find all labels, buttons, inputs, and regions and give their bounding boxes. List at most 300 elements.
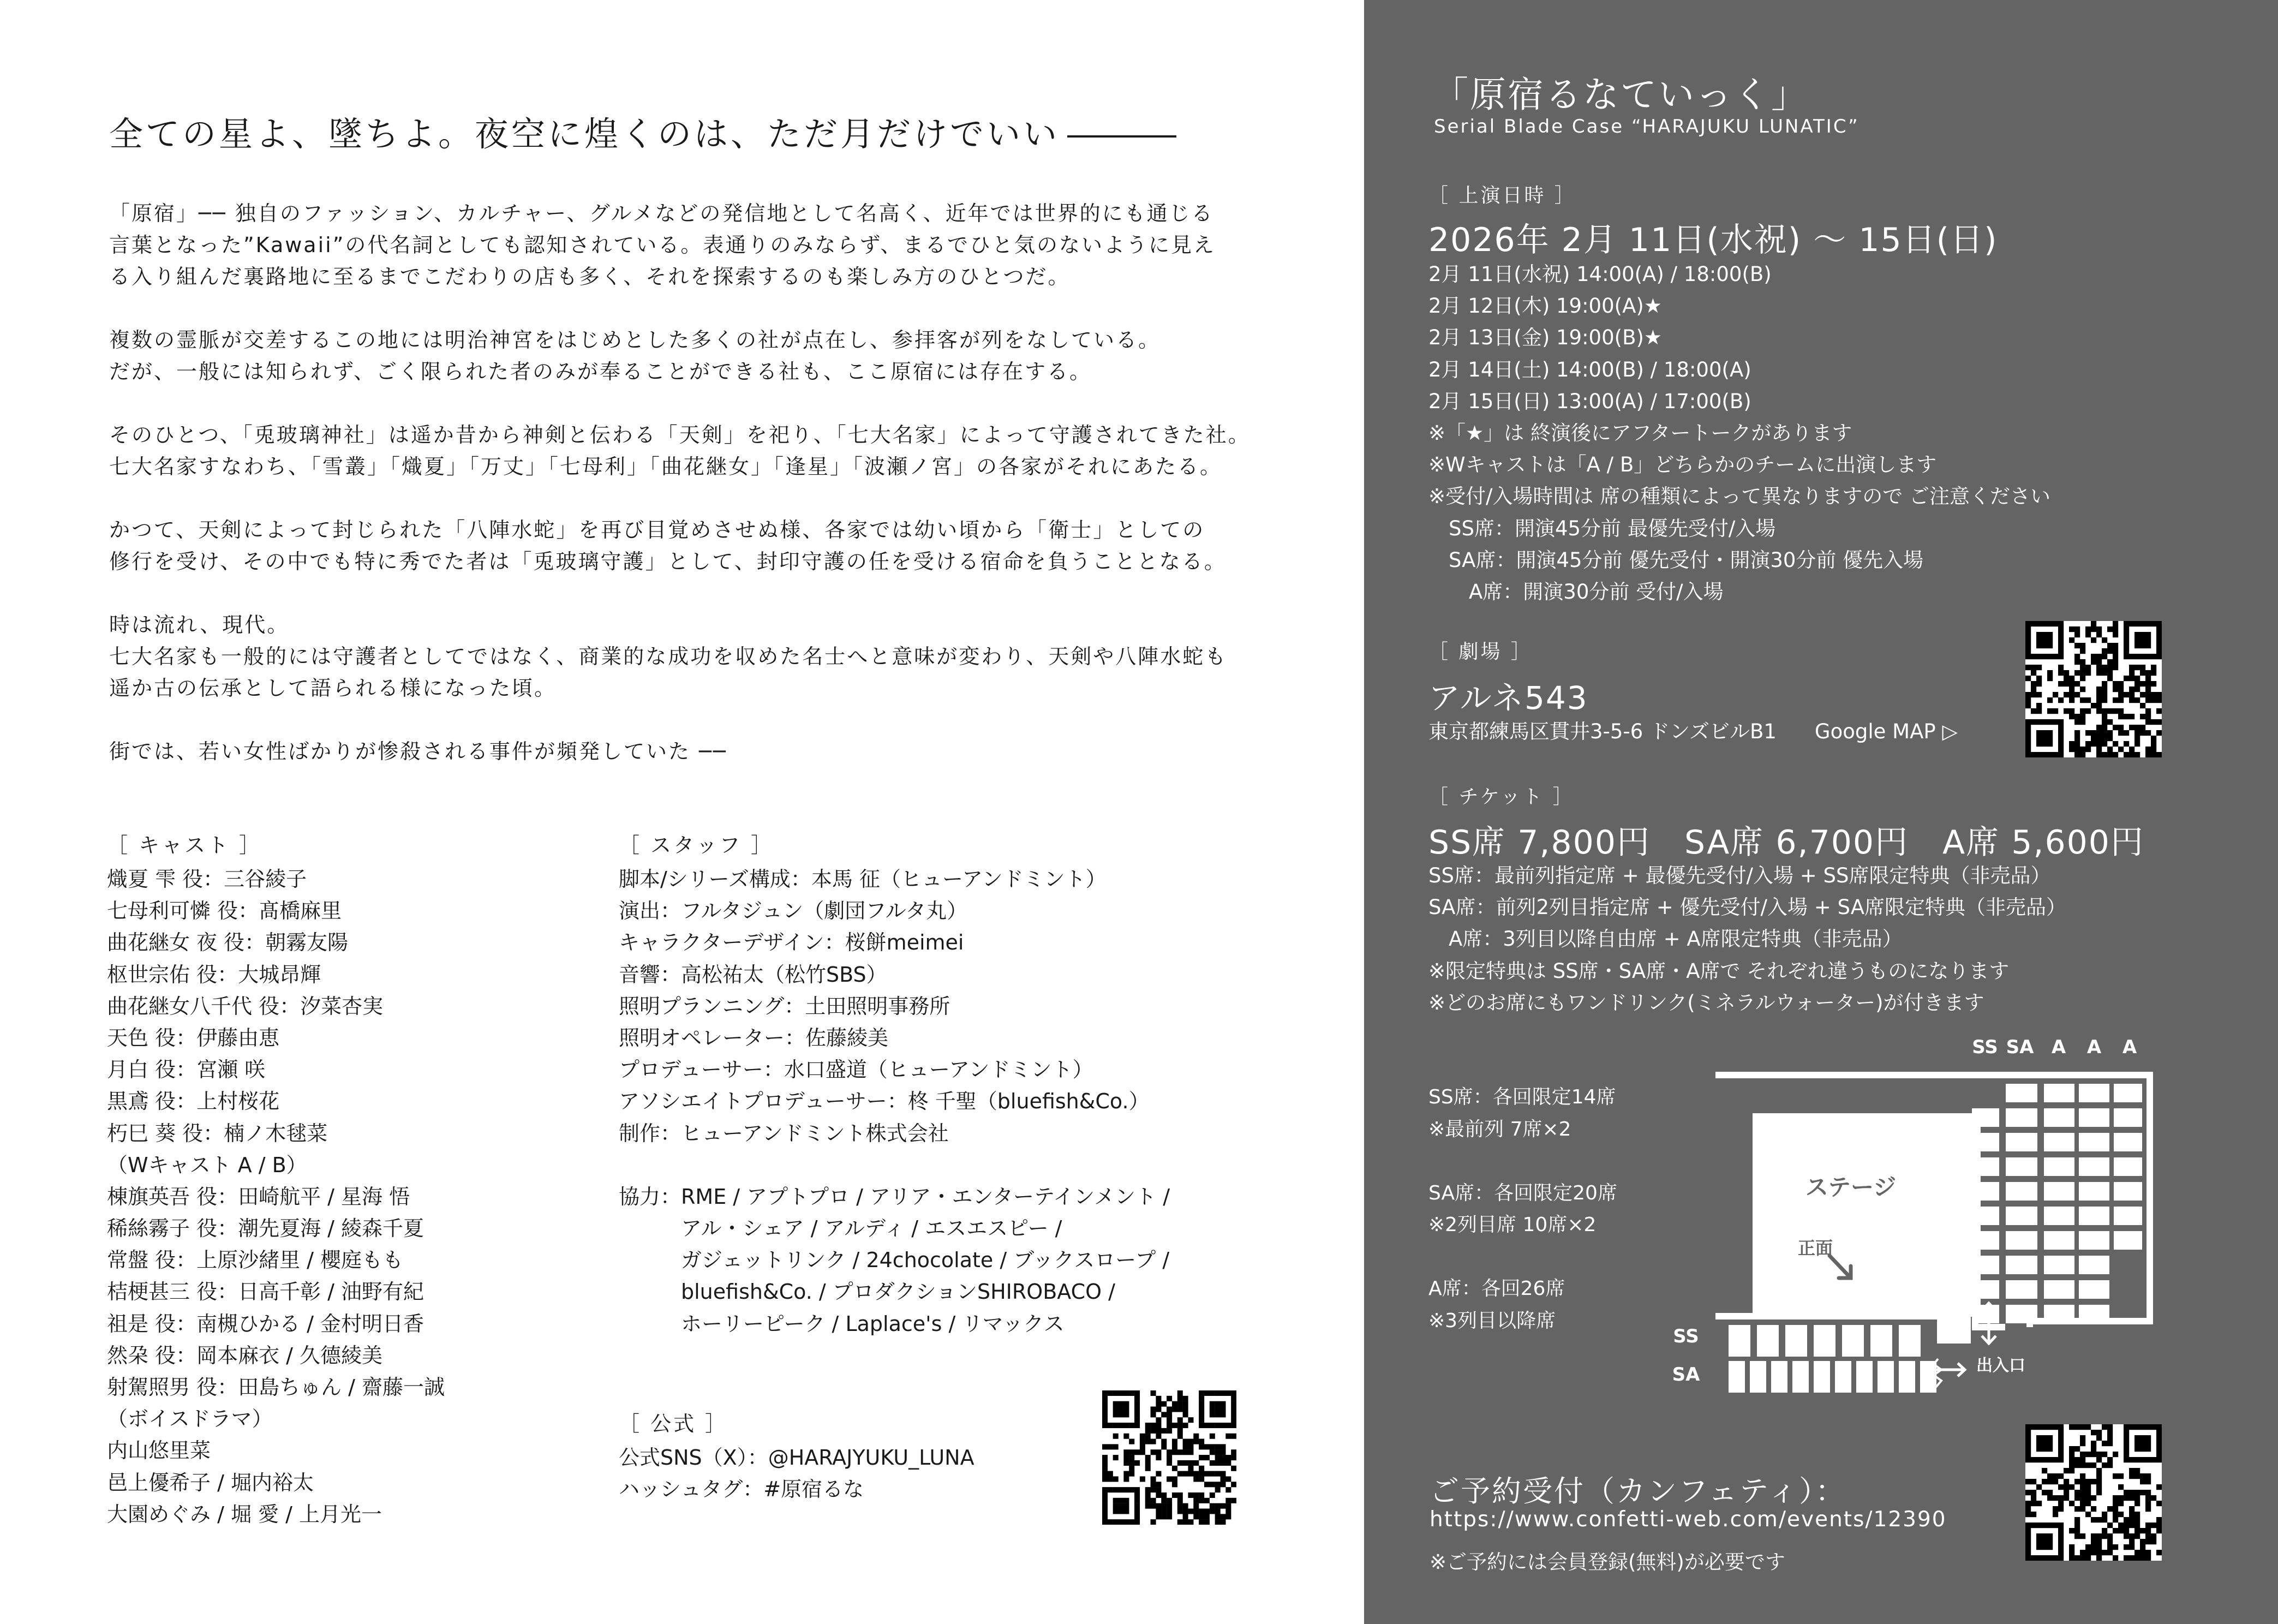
qr-module [2107,1544,2113,1550]
qr-module [1102,1407,1108,1412]
qr-module [2124,1533,2129,1539]
qr-module [2053,692,2058,697]
qr-module [2047,752,2053,757]
qr-module [1199,1423,1204,1428]
qr-module [1123,1390,1129,1396]
qr-module [1188,1519,1193,1525]
qr-module [2058,626,2064,632]
ss-seat [1785,1325,1807,1357]
qr-module [2031,1490,2036,1495]
qr-module [2058,665,2064,670]
qr-module [2145,621,2151,626]
qr-module [2151,665,2156,670]
ticket-prices: SS席 7,800円 SA席 6,700円 A席 5,600円 [1428,823,2144,862]
qr-module [2118,714,2124,719]
qr-module [2140,1539,2145,1544]
qr-module [2025,719,2031,725]
sns-qr-code[interactable] [1102,1390,1236,1525]
sa-seat [2006,1256,2037,1274]
qr-module [2156,697,2162,703]
qr-module [1172,1407,1177,1412]
qr-code-icon [2025,1424,2162,1561]
cast-line: 月白 役：宮瀬 咲 [107,1058,266,1082]
qr-module [2145,1435,2151,1441]
seat-map-col-label: SA [2006,1036,2034,1058]
qr-module [1167,1503,1172,1509]
qr-module [2118,697,2124,703]
qr-module [1210,1412,1215,1417]
reservation-heading: ご予約受付（カンフェティ）： [1430,1474,1846,1508]
qr-module [2058,725,2064,730]
qr-module [2134,1457,2140,1462]
qr-module [2074,1462,2080,1468]
qr-module [1134,1514,1140,1519]
qr-module [1108,1423,1113,1428]
qr-module [2096,725,2102,730]
qr-module [1199,1412,1204,1417]
qr-module [2069,1528,2074,1533]
ss-seat [1899,1325,1921,1357]
qr-module [2134,665,2140,670]
qr-module [1156,1407,1161,1412]
sa-seat [1750,1361,1766,1393]
qr-module [2080,643,2085,648]
qr-module [1215,1444,1221,1449]
qr-module [1199,1455,1204,1460]
qr-module [1204,1508,1210,1514]
a-seat [2079,1133,2109,1151]
qr-module [2091,1550,2096,1555]
qr-module [1231,1396,1236,1401]
qr-module [2069,676,2074,681]
qr-module [1102,1519,1108,1525]
qr-module [1231,1434,1236,1439]
qr-module [2074,714,2080,719]
ss-seat [1972,1108,1999,1127]
qr-module [2107,747,2113,752]
qr-module [1151,1439,1156,1444]
qr-module [1113,1412,1119,1417]
qr-module [2047,1490,2053,1495]
qr-module [2151,1522,2156,1528]
qr-module [2025,1555,2031,1561]
qr-module [1231,1412,1236,1417]
qr-module [1134,1519,1140,1525]
qr-module [2134,697,2140,703]
schedule-range: 2026年 2月 11日(水祝) ～ 15日(日) [1428,221,1998,259]
qr-module [2096,1539,2102,1544]
qr-module [2080,708,2085,714]
qr-module [2134,736,2140,741]
qr-module [2156,1550,2162,1555]
qr-module [1102,1471,1108,1477]
qr-module [2113,681,2118,686]
schedule-line: 2月 12日(木) 19:00(A)★ [1428,294,1662,318]
google-map-link[interactable]: Google MAP ▷ [1814,720,1958,743]
qr-module [1225,1434,1231,1439]
qr-module [2042,1446,2047,1452]
qr-module [2069,1468,2074,1473]
story-text [109,198,1310,799]
qr-module [1193,1471,1199,1477]
seat-notes [1428,1082,1617,1337]
qr-module [2085,1501,2091,1506]
qr-module [2042,1544,2047,1550]
qr-module [2042,1468,2047,1473]
seat-note: ※2列目席 10席×2 [1428,1214,1597,1236]
cast-line: 大園めぐみ / 堀 愛 / 上月光一 [107,1502,382,1526]
qr-module [2096,1484,2102,1490]
cast-line: 曲花継女 夜 役：朝霧友陽 [107,930,349,955]
qr-module [2058,1457,2064,1462]
tagline-dash [1067,135,1176,138]
reservation-url[interactable]: https://www.confetti-web.com/events/12390 [1430,1507,1947,1532]
qr-module [2031,1424,2036,1430]
qr-module [1231,1449,1236,1455]
qr-module [2042,1533,2047,1539]
qr-module [2036,752,2042,757]
ticket-heading: ［ チケット ］ [1428,786,1575,808]
qr-module [1204,1455,1210,1460]
qr-module [2058,1544,2064,1550]
story-paragraph: そのひとつ、「兎玻璃神社」は遥か昔から神剣と伝わる「天剣」を祀り、「七大名家」によって守護されてきた社。 七大名家すなわち、「雪叢」「熾夏」「万丈」「七母利」「曲花継女」「逢星」「波瀬ノ宮」の各家がそれにあたる。 [109,423,1251,479]
qr-module [2140,692,2145,697]
qr-module [1123,1519,1129,1525]
qr-module [2036,643,2042,648]
seat-map-col-label: SS [1972,1036,1998,1058]
qr-module [1215,1401,1221,1407]
qr-module [2069,1457,2074,1462]
qr-module [2042,621,2047,626]
qr-module [2085,1490,2091,1495]
qr-module [2124,637,2129,643]
qr-module [1172,1423,1177,1428]
schedule-line: A席：開演30分前 受付/入場 [1428,580,1724,604]
qr-module [2047,1495,2053,1501]
sa-seat [2006,1133,2037,1151]
schedule-line: 2月 13日(金) 19:00(B)★ [1428,326,1663,350]
qr-module [1156,1449,1161,1455]
qr-module [2036,637,2042,643]
qr-module [2085,1462,2091,1468]
qr-module [1156,1455,1161,1460]
qr-module [2091,1539,2096,1544]
qr-module [2145,643,2151,648]
qr-module [1151,1482,1156,1487]
qr-module [2074,1457,2080,1462]
sa-seat [2006,1182,2037,1201]
a-seat [2079,1084,2109,1102]
qr-module [1199,1476,1204,1482]
sa-seat [1899,1361,1915,1393]
qr-module [2025,1512,2031,1517]
qr-module [1123,1460,1129,1466]
qr-module [2064,1484,2069,1490]
seat-map-col-label: A [2122,1036,2137,1058]
qr-module [2025,747,2031,752]
cast-line: 棟旗英吾 役：田崎航平 / 星海 悟 [107,1184,410,1209]
a-seat [2044,1305,2074,1323]
seat-map-col-label: A [2086,1036,2102,1058]
qr-module [2091,621,2096,626]
qr-module [1119,1498,1124,1503]
qr-module [1193,1476,1199,1482]
qr-module [2064,676,2069,681]
qr-module [2080,676,2085,681]
staff-line: プロデューサー：水口盛道（ヒューアンドミント） [619,1058,1093,1082]
qr-module [1161,1503,1167,1509]
qr-module [1151,1503,1156,1509]
qr-module [1177,1471,1183,1477]
qr-module [2074,1495,2080,1501]
qr-module [2140,1555,2145,1561]
qr-module [2107,1457,2113,1462]
qr-module [2058,1446,2064,1452]
qr-module [2124,752,2129,757]
qr-module [2145,747,2151,752]
qr-module [2064,681,2069,686]
qr-module [2096,703,2102,708]
qr-module [1161,1401,1167,1407]
qr-module [2074,1490,2080,1495]
qr-module [1161,1508,1167,1514]
qr-module [1183,1444,1188,1449]
qr-module [2151,1539,2156,1544]
qr-module [2025,1457,2031,1462]
seat-map-row-label: SA [1672,1364,1700,1386]
qr-module [2129,697,2134,703]
seat-note: A席：各回26席 [1428,1277,1565,1300]
qr-module [2129,1490,2134,1495]
qr-module [1183,1449,1188,1455]
staff-line: キャラクターデザイン：桜餅meimei [619,930,964,955]
qr-module [1199,1471,1204,1477]
qr-module [2113,708,2118,714]
qr-module [2096,1468,2102,1473]
seat-note: SA席：各回限定20席 [1428,1181,1617,1204]
ss-seat [1972,1157,1999,1176]
qr-module [2151,1457,2156,1462]
qr-module [2113,665,2118,670]
qr-module [1177,1407,1183,1412]
qr-module [1167,1428,1172,1434]
qr-module [2080,1473,2085,1479]
a-seat [2079,1256,2109,1274]
qr-module [1119,1508,1124,1514]
qr-module [2042,1522,2047,1528]
qr-module [2096,1555,2102,1561]
qr-module [2113,1544,2118,1550]
qr-module [2096,665,2102,670]
qr-module [2145,1555,2151,1561]
qr-module [1225,1390,1231,1396]
qr-module [2145,1533,2151,1539]
qr-module [1119,1423,1124,1428]
qr-module [2145,1446,2151,1452]
qr-module [2124,1441,2129,1446]
qr-module [1119,1487,1124,1492]
qr-module [2102,681,2107,686]
qr-module [1119,1390,1124,1396]
ss-seat [1972,1207,1999,1225]
qr-module [2064,1479,2069,1484]
qr-module [2102,1462,2107,1468]
a-seat [2079,1231,2109,1250]
qr-module [2025,648,2031,654]
qr-module [2118,747,2124,752]
qr-module [2091,1452,2096,1457]
qr-module [1177,1503,1183,1509]
qr-module [2113,643,2118,648]
qr-module [2134,730,2140,736]
qr-module [2036,692,2042,697]
qr-module [1220,1519,1225,1525]
qr-module [2140,730,2145,736]
qr-module [1177,1390,1183,1396]
qr-module [2124,1457,2129,1462]
qr-module [2113,1473,2118,1479]
qr-module [2129,1495,2134,1501]
qr-module [2053,1555,2058,1561]
entrance-door [1937,1315,1971,1344]
qr-module [2053,654,2058,659]
qr-module [1167,1455,1172,1460]
qr-module [1225,1508,1231,1514]
qr-module [2156,692,2162,697]
qr-module [2025,697,2031,703]
qr-module [1151,1449,1156,1455]
qr-module [1134,1396,1140,1401]
qr-module [2134,1501,2140,1506]
qr-module [1225,1514,1231,1519]
schedule-line: ※Wキャストは「A / B」どちらかのチームに出演します [1428,453,1937,477]
qr-module [1129,1449,1134,1455]
qr-module [2080,1555,2085,1561]
qr-module [2151,621,2156,626]
official-sns[interactable]: 公式SNS（X）：@HARAJYUKU_LUNA [619,1446,974,1470]
ss-seat [1972,1231,1999,1250]
qr-module [2053,1479,2058,1484]
qr-module [1129,1439,1134,1444]
venue-qr-code[interactable] [2025,621,2162,757]
qr-module [2156,637,2162,643]
qr-module [2025,654,2031,659]
qr-module [2058,1533,2064,1539]
qr-module [2140,670,2145,676]
qr-module [2058,621,2064,626]
qr-module [2031,752,2036,757]
a-seat [2044,1256,2074,1274]
qr-module [2156,1522,2162,1528]
qr-module [1134,1412,1140,1417]
qr-module [2058,1441,2064,1446]
qr-module [2118,725,2124,730]
qr-module [1123,1508,1129,1514]
qr-module [2042,654,2047,659]
qr-module [2102,670,2107,676]
qr-module [2064,670,2069,676]
cast-line: 内山悠里菜 [107,1438,211,1463]
qr-module [2058,654,2064,659]
qr-module [2058,730,2064,736]
qr-module [1225,1423,1231,1428]
qr-module [2156,1457,2162,1462]
qr-module [2140,1441,2145,1446]
qr-module [2107,670,2113,676]
qr-module [2129,725,2134,730]
qr-module [2145,1490,2151,1495]
qr-module [1123,1401,1129,1407]
qr-module [1167,1417,1172,1423]
qr-module [2058,1555,2064,1561]
qr-module [2042,736,2047,741]
qr-module [2047,676,2053,681]
qr-module [2058,1435,2064,1441]
cast-line: 曲花継女八千代 役：汐菜杏実 [107,994,384,1018]
qr-module [2145,686,2151,692]
qr-module [2042,643,2047,648]
qr-module [1210,1434,1215,1439]
qr-module [2129,1512,2134,1517]
qr-module [2124,648,2129,654]
qr-module [1129,1423,1134,1428]
qr-module [1167,1407,1172,1412]
qr-module [2107,1462,2113,1468]
qr-module [1220,1514,1225,1519]
reservation-qr-code[interactable] [2025,1424,2162,1561]
qr-module [1102,1423,1108,1428]
qr-module [2058,741,2064,747]
qr-module [2156,1528,2162,1533]
qr-module [2042,1441,2047,1446]
qr-module [1156,1514,1161,1519]
qr-module [2151,1533,2156,1539]
qr-module [1134,1487,1140,1492]
qr-module [2085,1424,2091,1430]
qr-module [2134,1473,2140,1479]
a-seat [2044,1280,2074,1299]
qr-module [2107,1533,2113,1539]
qr-module [1102,1444,1108,1449]
qr-module [2156,1424,2162,1430]
qr-module [1204,1482,1210,1487]
qr-module [2074,1506,2080,1512]
qr-module [2129,654,2134,659]
official-hashtag[interactable]: ハッシュタグ：#原宿るな [619,1477,864,1502]
qr-module [1215,1407,1221,1412]
qr-module [1231,1417,1236,1423]
qr-module [2036,1544,2042,1550]
qr-module [2058,719,2064,725]
qr-module [2134,1441,2140,1446]
stage-label: ステージ [1805,1174,1897,1201]
qr-module [1215,1503,1221,1509]
qr-module [2096,1550,2102,1555]
qr-module [2031,1495,2036,1501]
qr-module [2156,648,2162,654]
ticket-details [1428,860,2066,1019]
qr-module [1113,1434,1119,1439]
qr-module [2151,697,2156,703]
qr-module [2096,697,2102,703]
cast-line: 然朶 役：岡本麻衣 / 久德綾美 [107,1343,383,1368]
qr-module [1113,1508,1119,1514]
qr-module [1134,1508,1140,1514]
qr-module [2047,637,2053,643]
qr-module [2074,626,2080,632]
qr-module [2102,1512,2107,1517]
qr-module [1199,1508,1204,1514]
